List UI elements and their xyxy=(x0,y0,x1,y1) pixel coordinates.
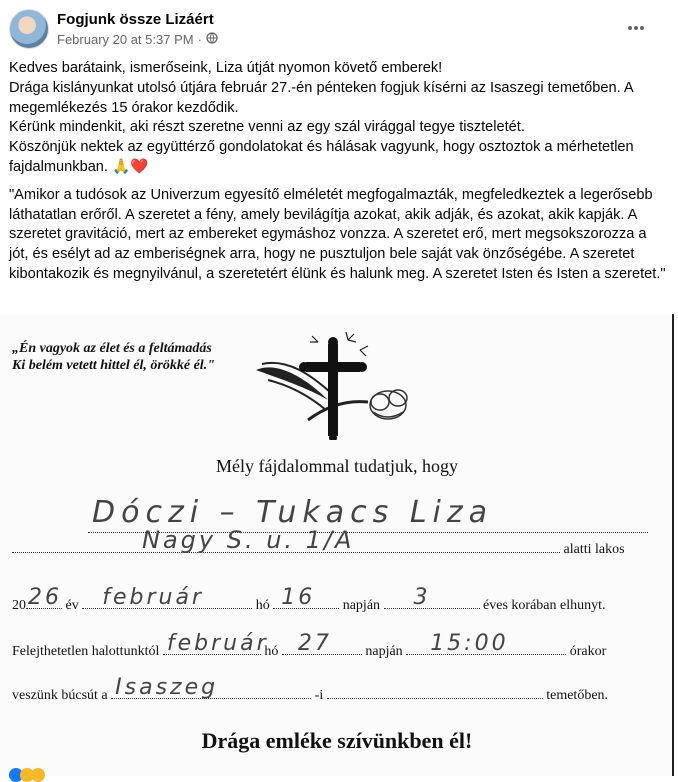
deceased-name: Dóczi – Tukacs Liza xyxy=(92,495,494,530)
motto-line: „Én vagyok az élet és a feltámadás xyxy=(12,341,212,356)
address-suffix: alatti lakos xyxy=(563,542,625,557)
day-label: hó xyxy=(255,598,270,613)
funeral-month-fill: február xyxy=(166,631,269,656)
funeral-day-label: hó xyxy=(264,644,279,659)
notice-motto xyxy=(12,340,215,374)
post-timestamp[interactable]: February 20 at 5:37 PM xyxy=(57,32,194,47)
post-paragraph: Kérünk mindenkit, aki részt szeretne venni az egy szál virággal tegye tiszteletét. xyxy=(9,119,525,136)
post-header xyxy=(0,0,678,58)
meta-separator: · xyxy=(197,32,202,47)
year-label: év xyxy=(65,598,79,613)
post-paragraph: Köszönjük nektek az együttérző gondolatokat és hálásak vagyunk, hogy osztoztok a mérhetetlen fajdalmunkban. 🙏❤️ xyxy=(9,139,634,175)
cemetery-trailing-dots xyxy=(327,684,543,699)
napjan-label: napján xyxy=(342,598,381,613)
year-dots xyxy=(26,585,62,610)
ellipsis-icon xyxy=(627,25,645,31)
death-date-row xyxy=(12,585,672,614)
age-dots xyxy=(384,585,480,610)
funeral-month-dots xyxy=(163,631,269,656)
year-fill: 26 xyxy=(28,585,62,610)
cemetery-suffix: -i xyxy=(314,688,324,703)
funeral-notice-image[interactable] xyxy=(0,314,674,776)
cemetery-label: temetőben. xyxy=(546,688,609,703)
funeral-time-label: órakor xyxy=(569,644,607,659)
day-dots xyxy=(273,585,339,610)
funeral-time-dots xyxy=(406,631,566,656)
farewell-prefix: veszünk búcsút a xyxy=(12,688,108,703)
globe-icon xyxy=(206,32,218,47)
notice-heading: Mély fájdalommal tudatjuk, hogy xyxy=(216,456,458,476)
page-avatar[interactable] xyxy=(9,9,49,49)
post-paragraph: Kedves barátaink, ismerőseink, Liza útját nyomon követő emberek! xyxy=(9,60,443,76)
funeral-day-fill: 27 xyxy=(297,631,332,656)
sad-reaction-icon xyxy=(31,768,45,782)
funeral-date-row xyxy=(12,631,672,660)
post-options-button[interactable] xyxy=(622,14,650,42)
reaction-summary[interactable] xyxy=(9,768,42,782)
address-row xyxy=(12,526,652,558)
funeral-day-dots xyxy=(282,631,362,656)
cemetery-dots xyxy=(111,675,311,700)
cemetery-row xyxy=(12,675,672,704)
motto-line: Ki belém vetett hittel él, örökké él." xyxy=(12,358,215,373)
cemetery-fill: Isaszeg xyxy=(115,675,219,700)
day-fill: 16 xyxy=(281,585,316,610)
age-label: éves korában elhunyt. xyxy=(483,598,606,613)
funeral-napjan-label: napján xyxy=(365,644,403,659)
address-dots xyxy=(12,526,560,554)
year-prefix: 20 xyxy=(12,598,26,613)
page-name-link[interactable]: Fogjunk össze Lizáért xyxy=(57,11,214,28)
month-fill: február xyxy=(102,585,204,610)
post-quote: "Amikor a tudósok az Univerzum egyesítő elméletét megfogalmazták, megfeledkeztek a legerősebb láthatatlan erőről. A szeretet a fény, amely bevilágítja azokat, akik adják, és azokat, akik kapják. A szeretet gravitáció, mert az embereket egymáshoz vonzza. A szeretet erő, mert megsokszorozza a jót, és esélyt ad az emberiségnek arra, hogy ne pusztuljon bele saját vak önzőségébe. A szeretet kibontakozik és megnyilvánul, a szeretetért élünk és halunk meg. A szeretet Isten és Isten a szeretet." xyxy=(9,186,666,282)
age-fill: 3 xyxy=(413,585,431,610)
notice-closing: Drága emléke szívünkben él! xyxy=(201,728,473,753)
post-meta xyxy=(57,32,218,47)
cross-with-flowers-icon xyxy=(248,330,418,440)
funeral-prefix: Felejthetetlen halottunktól xyxy=(12,644,160,659)
month-dots xyxy=(82,585,252,610)
address-fill: Nagy S. u. 1/A xyxy=(142,526,355,554)
post-paragraph: Drága kislányunkat utolsó útjára február 27.-én pénteken fogjuk kísérni az Isaszegi temetőben. A megemlékezés 15 órakor kezdődik. xyxy=(9,79,633,116)
post-body xyxy=(9,59,669,285)
funeral-time-fill: 15:00 xyxy=(430,631,509,656)
